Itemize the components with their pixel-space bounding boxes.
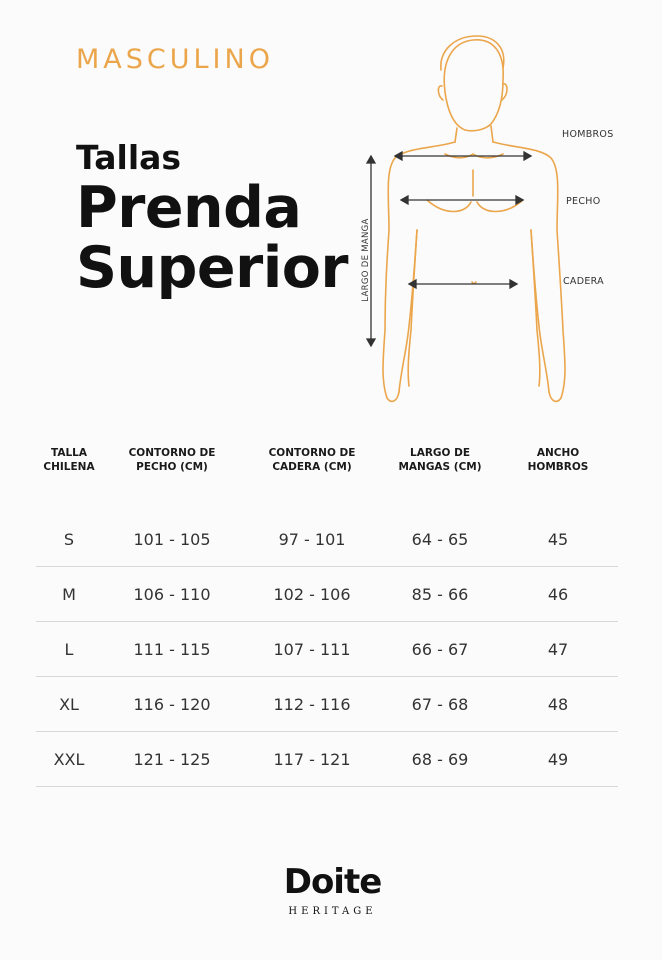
cell-chest: 121 - 125	[102, 732, 242, 787]
cell-sleeve: 64 - 65	[382, 512, 498, 567]
cell-shoulders: 45	[498, 512, 618, 567]
label-sleeve-length: LARGO DE MANGA	[361, 218, 371, 302]
cell-hip: 107 - 111	[242, 622, 382, 677]
cell-chest: 116 - 120	[102, 677, 242, 732]
brand-tagline: HERITAGE	[288, 906, 377, 917]
table-row	[36, 512, 618, 567]
brand-logo	[270, 862, 395, 922]
cell-shoulders: 46	[498, 567, 618, 622]
header-chest: CONTORNO DE PECHO (CM)	[128, 447, 216, 473]
table-row	[36, 622, 618, 677]
brand-name: Doite	[283, 862, 382, 902]
title-big-line2: Superior	[76, 235, 349, 301]
cell-chest: 111 - 115	[102, 622, 242, 677]
title-small: Tallas	[76, 138, 182, 177]
cell-size: S	[36, 512, 102, 567]
label-chest: PECHO	[566, 196, 601, 207]
category-label: MASCULINO	[76, 44, 274, 75]
cell-size: XL	[36, 677, 102, 732]
cell-hip: 102 - 106	[242, 567, 382, 622]
cell-hip: 97 - 101	[242, 512, 382, 567]
cell-size: XXL	[36, 732, 102, 787]
size-table	[36, 436, 618, 787]
header-sleeve: LARGO DE MANGAS (CM)	[398, 447, 482, 473]
cell-chest: 106 - 110	[102, 567, 242, 622]
cell-chest: 101 - 105	[102, 512, 242, 567]
label-hip: CADERA	[563, 276, 604, 287]
cell-sleeve: 67 - 68	[382, 677, 498, 732]
label-shoulders: HOMBROS	[562, 129, 614, 140]
body-outline-illustration	[345, 30, 645, 420]
table-row	[36, 732, 618, 787]
cell-size: M	[36, 567, 102, 622]
cell-size: L	[36, 622, 102, 677]
table-header-row	[36, 436, 618, 508]
header-size: TALLA CHILENA	[43, 447, 95, 473]
cell-shoulders: 47	[498, 622, 618, 677]
table-row	[36, 567, 618, 622]
cell-shoulders: 49	[498, 732, 618, 787]
cell-sleeve: 85 - 66	[382, 567, 498, 622]
cell-hip: 117 - 121	[242, 732, 382, 787]
cell-hip: 112 - 116	[242, 677, 382, 732]
cell-shoulders: 48	[498, 677, 618, 732]
header-hip: CONTORNO DE CADERA (CM)	[268, 447, 356, 473]
title-big-line1: Prenda	[76, 175, 302, 241]
cell-sleeve: 66 - 67	[382, 622, 498, 677]
cell-sleeve: 68 - 69	[382, 732, 498, 787]
header-shoulders: ANCHO HOMBROS	[527, 447, 589, 473]
table-row	[36, 677, 618, 732]
